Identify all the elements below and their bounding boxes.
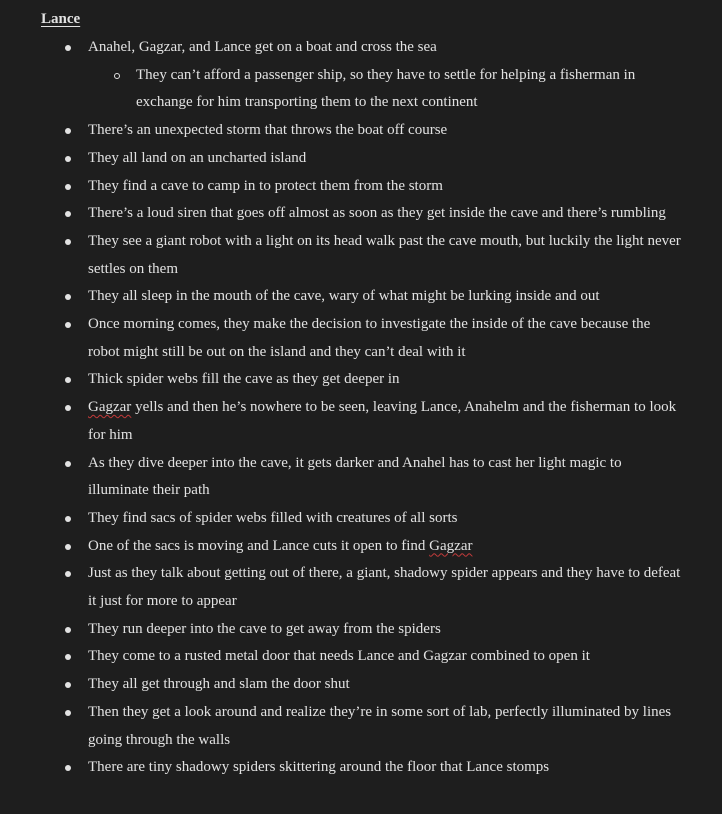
list-item xyxy=(0,533,722,561)
list-item-text: There’s an unexpected storm that throws the boat off course xyxy=(88,122,448,139)
list-item xyxy=(0,643,722,671)
bullet-icon xyxy=(65,682,71,688)
list-item-text: Anahel, Gagzar, and Lance get on a boat and cross the sea xyxy=(88,39,437,55)
bullet-icon xyxy=(65,544,71,550)
spellcheck-word[interactable]: Gagzar xyxy=(88,399,132,416)
bullet-icon xyxy=(65,516,71,522)
bullet-list xyxy=(0,34,722,782)
list-item xyxy=(0,754,722,782)
list-item xyxy=(0,283,722,311)
bullet-icon xyxy=(65,405,71,411)
list-item-text: They all sleep in the mouth of the cave, wary of what might be lurking inside and out xyxy=(88,288,600,305)
list-item-text: Once morning comes, they make the decision to investigate the inside of the cave because the robot might still be out on the island and they can’t deal with it xyxy=(88,316,651,360)
list-item-text-post: yells and then he’s nowhere to be seen, leaving Lance, Anahelm and the fisherman to look for him xyxy=(88,399,677,443)
list-item-text: They find sacs of spider webs filled with creatures of all sorts xyxy=(88,509,458,526)
bullet-icon xyxy=(65,184,71,190)
bullet-icon xyxy=(65,239,71,245)
bullet-icon xyxy=(65,211,71,217)
bullet-icon xyxy=(65,461,71,467)
bullet-icon xyxy=(65,654,71,660)
bullet-icon xyxy=(65,571,71,577)
list-item xyxy=(0,560,722,615)
list-item xyxy=(0,173,722,201)
list-item xyxy=(0,311,722,366)
bullet-icon xyxy=(65,322,71,328)
list-item xyxy=(0,505,722,533)
list-item-text: Then they get a look around and realize they’re in some sort of lab, perfectly illuminated by lines going through the walls xyxy=(88,703,672,748)
list-item xyxy=(0,671,722,699)
list-item-text: There are tiny shadowy spiders skittering around the floor that Lance stomps xyxy=(88,759,550,776)
list-item-text: Thick spider webs fill the cave as they get deeper in xyxy=(88,371,400,388)
list-item-text: They all get through and slam the door shut xyxy=(88,676,350,693)
bullet-icon xyxy=(65,45,71,51)
list-item xyxy=(0,228,722,283)
list-item xyxy=(0,616,722,644)
bullet-icon xyxy=(65,156,71,162)
list-item-text: They run deeper into the cave to get away from the spiders xyxy=(88,620,441,637)
list-item xyxy=(0,450,722,505)
section-heading: Lance xyxy=(41,11,81,27)
bullet-icon xyxy=(65,377,71,383)
list-item-text: As they dive deeper into the cave, it gets darker and Anahel has to cast her light magic to illuminate their path xyxy=(88,454,622,499)
bullet-icon xyxy=(65,765,71,771)
list-item xyxy=(0,699,722,754)
list-item-text: They see a giant robot with a light on its head walk past the cave mouth, but luckily the light never settles on them xyxy=(88,232,681,277)
sub-list-item xyxy=(0,62,722,117)
bullet-icon xyxy=(65,627,71,633)
bullet-icon xyxy=(65,710,71,716)
list-item-text: There’s a loud siren that goes off almost as soon as they get inside the cave and there’s rumbling xyxy=(88,205,666,222)
list-item-text: They all land on an uncharted island xyxy=(88,149,307,166)
bullet-icon xyxy=(65,294,71,300)
list-item xyxy=(0,394,722,449)
list-item-text: Just as they talk about getting out of there, a giant, shadowy spider appears and they have to defeat it just for more to appear xyxy=(88,565,681,610)
list-item xyxy=(0,200,722,228)
spellcheck-word[interactable]: Gagzar xyxy=(429,537,473,554)
sub-list-item-text: They can’t afford a passenger ship, so they have to settle for helping a fisherman in exchange for him transporting them to the next continent xyxy=(136,66,636,111)
list-item-text-pre: One of the sacs is moving and Lance cuts it open to find xyxy=(88,537,430,554)
list-item xyxy=(0,117,722,145)
bullet-icon xyxy=(65,128,71,134)
list-item-text: They come to a rusted metal door that needs Lance and Gagzar combined to open it xyxy=(88,648,590,665)
list-item xyxy=(0,366,722,394)
list-item xyxy=(0,34,722,62)
list-item-text: They find a cave to camp in to protect them from the storm xyxy=(88,177,443,194)
hollow-bullet-icon xyxy=(114,73,120,79)
list-item xyxy=(0,145,722,173)
